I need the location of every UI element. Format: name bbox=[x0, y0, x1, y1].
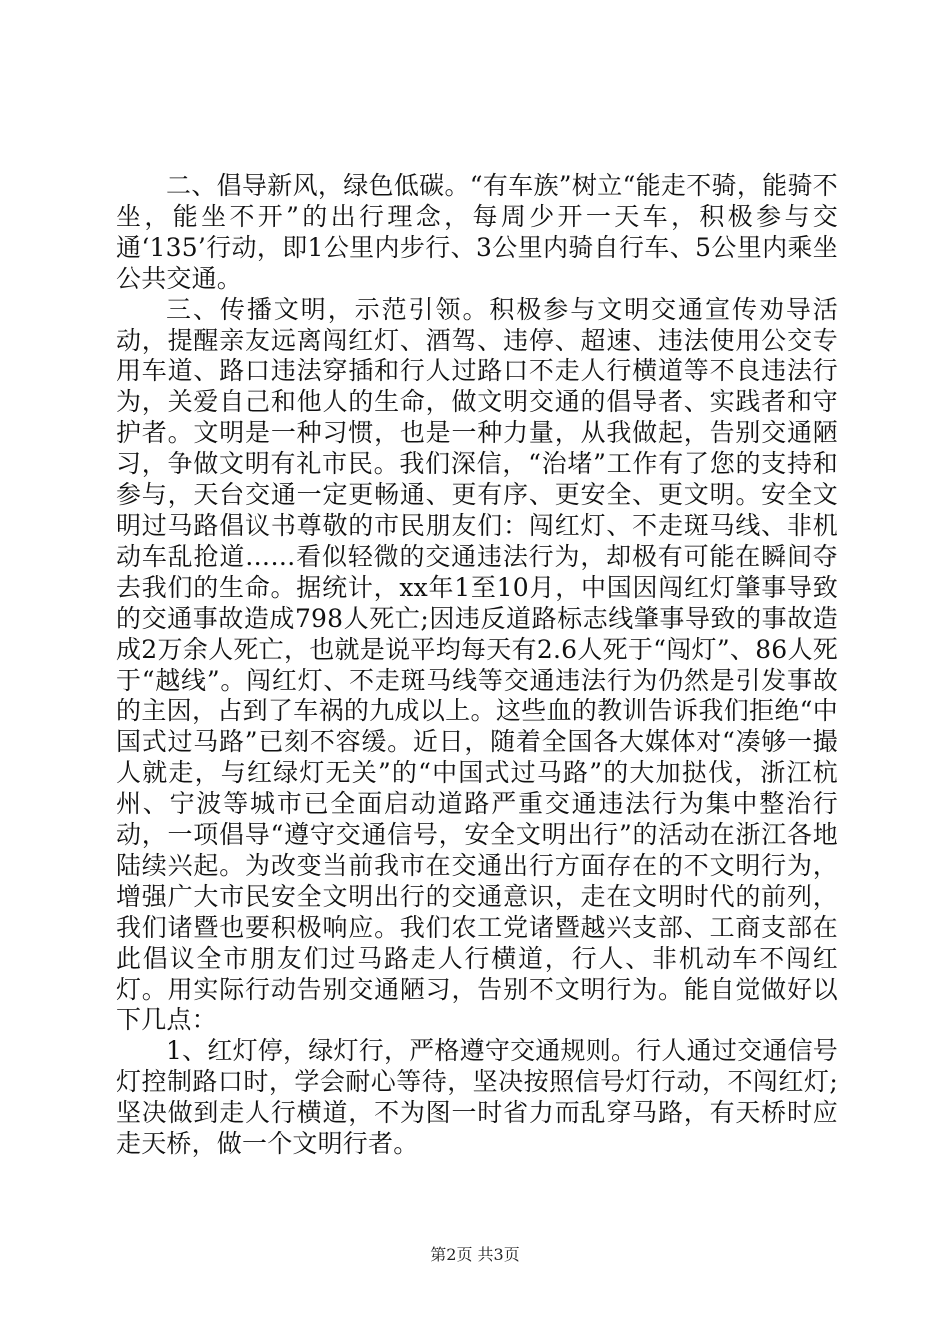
document-body bbox=[116, 171, 838, 1160]
paragraph-civilized-traffic-proposal: 三、传播文明，示范引领。积极参与文明交通宣传劝导活动，提醒亲友远离闯红灯、酒驾、违停、超速、违法使用公交专用车道、路口违法穿插和行人过路口不走人行横道等不良违法行为，关爱自己和他人的生命，做文明交通的倡导者、实践者和守护者。文明是一种习惯，也是一种力量，从我做起，告别交通陋习，争做文明有礼市民。我们深信，“治堵”工作有了您的支持和参与，天台交通一定更畅通、更有序、更安全、更文明。安全文明过马路倡议书尊敬的市民朋友们：闯红灯、不走斑马线、非机动车乱抢道……看似轻微的交通违法行为，却极有可能在瞬间夺去我们的生命。据统计，xx年1至10月，中国因闯红灯肇事导致的交通事故造成798人死亡;因违反道路标志线肇事导致的事故造成2万余人死亡，也就是说平均每天有2.6人死于“闯灯”、86人死于“越线”。闯红灯、不走斑马线等交通违法行为仍然是引发事故的主因，占到了车祸的九成以上。这些血的教训告诉我们拒绝“中国式过马路”已刻不容缓。近日，随着全国各大媒体对“凑够一撮人就走，与红绿灯无关”的“中国式过马路”的大加挞伐，浙江杭州、宁波等城市已全面启动道路严重交通违法行为集中整治行动，一项倡导“遵守交通信号，安全文明出行”的活动在浙江各地陆续兴起。为改变当前我市在交通出行方面存在的不文明行为，增强广大市民安全文明出行的交通意识，走在文明时代的前列，我们诸暨也要积极响应。我们农工党诸暨越兴支部、工商支部在此倡议全市朋友们过马路走人行横道，行人、非机动车不闯红灯。用实际行动告别交通陋习，告别不文明行为。能自觉做好以下几点： bbox=[116, 294, 838, 1035]
page-footer: 第2页 共3页 bbox=[430, 1245, 520, 1264]
paragraph-green-travel: 二、倡导新风，绿色低碳。“有车族”树立“能走不骑，能骑不坐，能坐不开”的出行理念，每周少开一天车，积极参与交通‘135’行动，即1公里内步行、3公里内骑自行车、5公里内乘坐公共交通。 bbox=[116, 171, 838, 293]
paragraph-obey-traffic-rules: 1、红灯停，绿灯行，严格遵守交通规则。行人通过交通信号灯控制路口时，学会耐心等待，坚决按照信号灯行动，不闯红灯;坚决做到走人行横道，不为图一时省力而乱穿马路，有天桥时应走天桥，做一个文明行者。 bbox=[116, 1036, 838, 1159]
